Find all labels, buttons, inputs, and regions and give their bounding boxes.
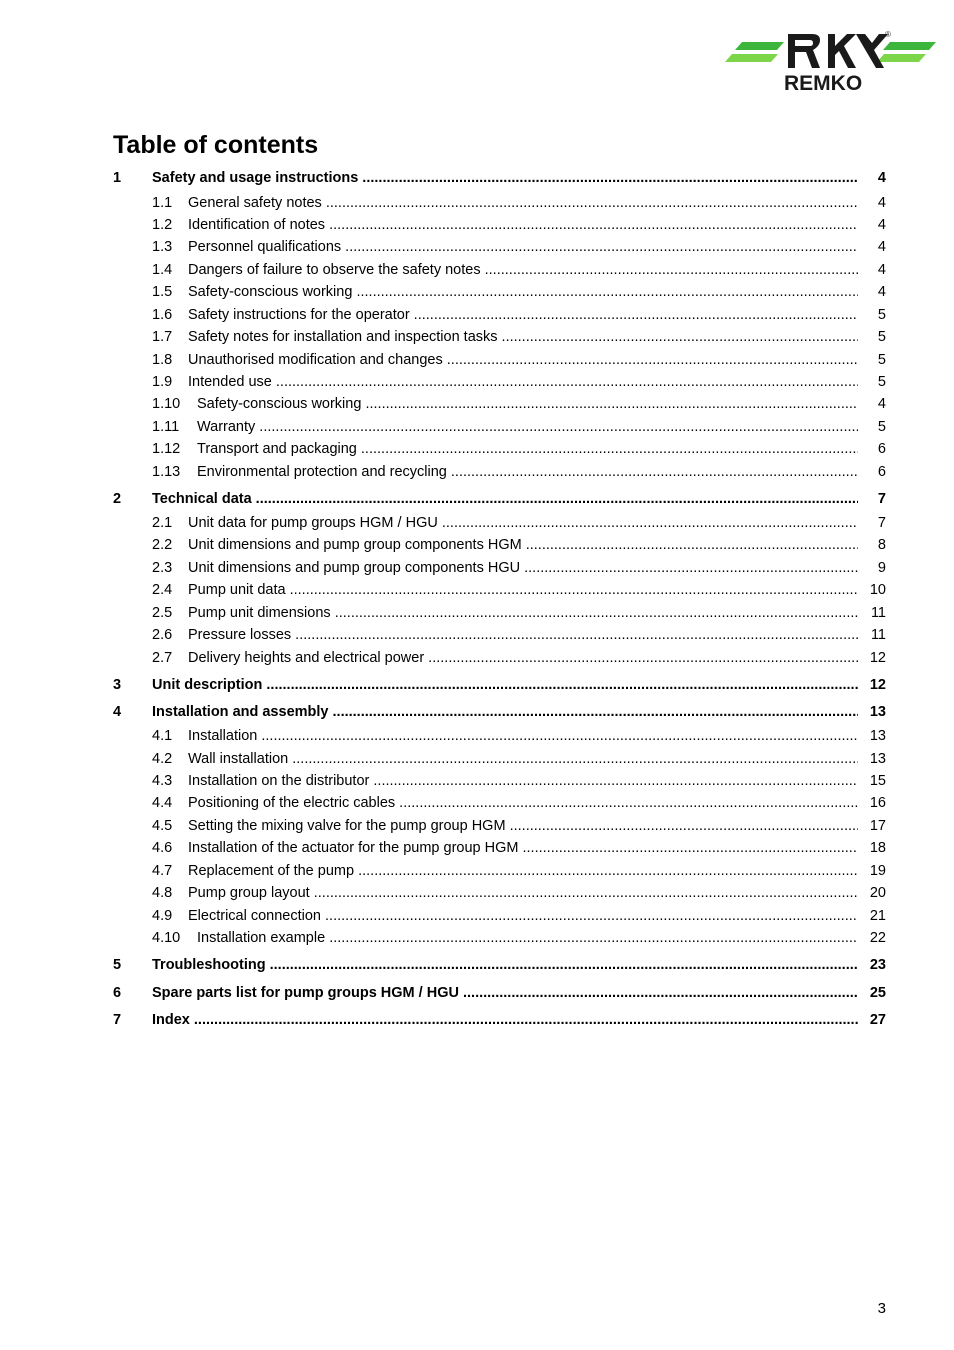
toc-entry[interactable]	[113, 394, 886, 414]
toc-page: 25	[869, 985, 886, 1001]
toc-title: Identification of notes .....	[188, 215, 858, 235]
toc-page: 15	[869, 773, 886, 789]
toc-number: 4.10	[152, 930, 181, 946]
toc-number: 2.1	[152, 515, 173, 531]
toc-title: Installation example .....	[197, 928, 858, 948]
toc-title: Personnel qualifications .....	[188, 237, 858, 257]
toc-number: 1.10	[152, 396, 181, 412]
toc-number: 1.9	[152, 374, 173, 390]
toc-chapter[interactable]	[113, 983, 886, 1003]
toc-chapter[interactable]	[113, 168, 886, 188]
toc-entry[interactable]	[113, 861, 886, 881]
toc-page: 6	[877, 441, 886, 457]
toc-entry[interactable]	[113, 749, 886, 769]
toc-entry[interactable]	[113, 580, 886, 600]
toc-number: 2.7	[152, 650, 173, 666]
page-number: 3	[877, 1300, 886, 1317]
toc-page: 7	[877, 515, 886, 531]
toc-page: 4	[877, 217, 886, 233]
toc-entry[interactable]	[113, 648, 886, 668]
toc-title: Unit data for pump groups HGM / HGU .....	[188, 513, 858, 533]
toc-page: 13	[869, 728, 886, 744]
toc-entry[interactable]	[113, 726, 886, 746]
toc-title: Unit dimensions and pump group components HGM .....	[188, 535, 858, 555]
toc-number: 4.1	[152, 728, 173, 744]
toc-title: Installation of the actuator for the pump group HGM .....	[188, 838, 858, 858]
toc-entry[interactable]	[113, 350, 886, 370]
toc-entry[interactable]	[113, 215, 886, 235]
toc-entry[interactable]	[113, 625, 886, 645]
toc-title: Pump unit data .....	[188, 580, 858, 600]
toc-number: 4.6	[152, 840, 173, 856]
toc-page: 19	[869, 863, 886, 879]
toc-page: 18	[869, 840, 886, 856]
toc-page: 4	[877, 284, 886, 300]
toc-title: Warranty .....	[197, 417, 858, 437]
toc-number: 7	[113, 1012, 122, 1028]
toc-title: Index .....	[152, 1010, 858, 1030]
toc-title: General safety notes .....	[188, 193, 858, 213]
toc-number: 2.2	[152, 537, 173, 553]
toc-entry[interactable]	[113, 771, 886, 791]
toc-number: 2.4	[152, 582, 173, 598]
toc-number: 2.3	[152, 560, 173, 576]
toc-title: Pressure losses .....	[188, 625, 858, 645]
toc-page: 5	[877, 329, 886, 345]
toc-page: 9	[877, 560, 886, 576]
toc-page: 21	[869, 908, 886, 924]
toc-page: 23	[869, 957, 886, 973]
toc-title: Setting the mixing valve for the pump group HGM .....	[188, 816, 858, 836]
toc-number: 1.3	[152, 239, 173, 255]
toc-number: 1.5	[152, 284, 173, 300]
toc-page: 13	[869, 751, 886, 767]
toc-title: Environmental protection and recycling .....	[197, 462, 858, 482]
toc-page: 27	[869, 1012, 886, 1028]
toc-entry[interactable]	[113, 327, 886, 347]
toc-number: 2.5	[152, 605, 173, 621]
toc-entry[interactable]	[113, 462, 886, 482]
toc-number: 5	[113, 957, 122, 973]
toc-entry[interactable]	[113, 793, 886, 813]
toc-number: 4.2	[152, 751, 173, 767]
toc-title: Safety notes for installation and inspection tasks .....	[188, 327, 858, 347]
toc-title: Safety instructions for the operator .....	[188, 305, 858, 325]
toc-chapter[interactable]	[113, 1010, 886, 1030]
toc-page: 4	[877, 195, 886, 211]
toc-title: Intended use .....	[188, 372, 858, 392]
toc-entry[interactable]	[113, 928, 886, 948]
toc-page: 8	[877, 537, 886, 553]
toc-page: 13	[869, 704, 886, 720]
toc-page: 20	[869, 885, 886, 901]
toc-number: 2	[113, 491, 122, 507]
toc-number: 4.4	[152, 795, 173, 811]
toc-entry[interactable]	[113, 603, 886, 623]
toc-title: Replacement of the pump .....	[188, 861, 858, 881]
toc-page: 5	[877, 352, 886, 368]
toc-title: Troubleshooting .....	[152, 955, 858, 975]
toc-entry[interactable]	[113, 305, 886, 325]
toc-page: 10	[869, 582, 886, 598]
toc-entry[interactable]	[113, 535, 886, 555]
toc-title: Unit description .....	[152, 675, 858, 695]
toc-page: 7	[877, 491, 886, 507]
logo-wordmark: REMKO	[784, 72, 863, 94]
toc-title: Pump group layout .....	[188, 883, 858, 903]
toc-number: 1.1	[152, 195, 173, 211]
toc-page: 4	[877, 262, 886, 278]
toc-entry[interactable]	[113, 260, 886, 280]
toc-chapter[interactable]	[113, 675, 886, 695]
toc-title: Safety-conscious working .....	[188, 282, 858, 302]
toc-entry[interactable]	[113, 372, 886, 392]
toc-chapter[interactable]	[113, 702, 886, 722]
toc-number: 4.5	[152, 818, 173, 834]
toc-entry[interactable]	[113, 237, 886, 257]
toc-page: 5	[877, 374, 886, 390]
toc-page: 4	[877, 170, 886, 186]
toc-entry[interactable]	[113, 193, 886, 213]
toc-title: Pump unit dimensions .....	[188, 603, 858, 623]
toc-number: 1.6	[152, 307, 173, 323]
toc-page: 11	[870, 605, 886, 621]
toc-number: 4.9	[152, 908, 173, 924]
toc-entry[interactable]	[113, 417, 886, 437]
toc-title: Transport and packaging .....	[197, 439, 858, 459]
toc-page: 22	[869, 930, 886, 946]
toc-page: 6	[877, 464, 886, 480]
toc-entry[interactable]	[113, 838, 886, 858]
toc-title: Unit dimensions and pump group components HGU .....	[188, 558, 858, 578]
toc-page: 5	[877, 307, 886, 323]
toc-page: 17	[869, 818, 886, 834]
toc-page: 16	[869, 795, 886, 811]
toc-number: 1.12	[152, 441, 181, 457]
toc-title: Installation and assembly .....	[152, 702, 858, 722]
toc-title: Positioning of the electric cables .....	[188, 793, 858, 813]
toc-number: 3	[113, 677, 122, 693]
toc-entry[interactable]	[113, 513, 886, 533]
toc-number: 1.11	[152, 419, 180, 435]
toc-title: Wall installation .....	[188, 749, 858, 769]
toc-number: 1.7	[152, 329, 173, 345]
page-title: Table of contents	[113, 131, 319, 159]
toc-number: 4	[113, 704, 122, 720]
toc-title: Installation .....	[188, 726, 858, 746]
toc-number: 4.8	[152, 885, 173, 901]
toc-title: Technical data .....	[152, 489, 858, 509]
remko-logo	[722, 28, 938, 94]
registered-mark: ®	[885, 30, 891, 39]
toc-number: 1	[113, 170, 122, 186]
toc-page: 12	[869, 650, 886, 666]
toc-title: Safety-conscious working .....	[197, 394, 858, 414]
toc-number: 1.4	[152, 262, 173, 278]
toc-title: Delivery heights and electrical power .....	[188, 648, 858, 668]
toc-title: Installation on the distributor .....	[188, 771, 858, 791]
toc-chapter[interactable]	[113, 955, 886, 975]
toc-title: Dangers of failure to observe the safety notes .....	[188, 260, 858, 280]
toc-title: Unauthorised modification and changes .....	[188, 350, 858, 370]
toc-number: 4.7	[152, 863, 173, 879]
toc-title: Electrical connection .....	[188, 906, 858, 926]
toc-page: 12	[869, 677, 886, 693]
toc-number: 2.6	[152, 627, 173, 643]
toc-number: 1.8	[152, 352, 173, 368]
toc-entry[interactable]	[113, 282, 886, 302]
toc-page: 11	[870, 627, 886, 643]
toc-title: Safety and usage instructions .....	[152, 168, 858, 188]
toc-page: 4	[877, 396, 886, 412]
toc-entry[interactable]	[113, 558, 886, 578]
toc-number: 1.2	[152, 217, 173, 233]
toc-entry[interactable]	[113, 439, 886, 459]
toc-chapter[interactable]	[113, 489, 886, 509]
toc-entry[interactable]	[113, 906, 886, 926]
toc-number: 1.13	[152, 464, 181, 480]
toc-page: 5	[877, 419, 886, 435]
toc-entry[interactable]	[113, 816, 886, 836]
toc-number: 6	[113, 985, 122, 1001]
toc-number: 4.3	[152, 773, 173, 789]
toc-entry[interactable]	[113, 883, 886, 903]
toc-title: Spare parts list for pump groups HGM / HGU .....	[152, 983, 858, 1003]
toc-page: 4	[877, 239, 886, 255]
